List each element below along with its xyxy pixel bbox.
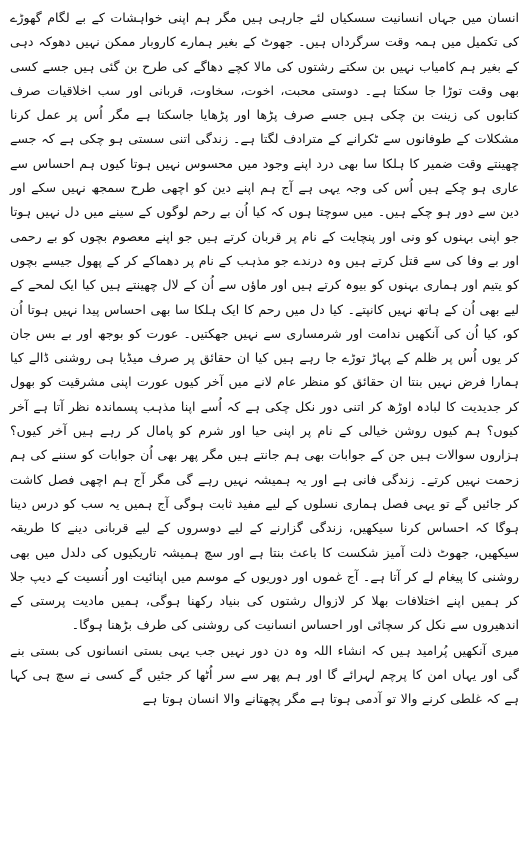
article-paragraph-2: میری آنکھیں پُرامید ہیں کہ انشاء اللہ وہ دن دور نہیں جب یہی بستی انسانوں کی بستی بنے گی اور یہاں امن کا پرچم لہرائے گا اور ہم پھر سے سر اُٹھا کر جئیں گے کسی نے سچ ہی کہا ہے کہ غلطی کرنے والا تو آدمی ہوتا ہے مگر پچھتانے والا انسان ہوتا ہے (10, 642, 519, 707)
article-paragraph-1: انسان میں جہاں انسانیت سسکیاں لئے جارہی ہیں مگر ہم اپنی خواہشات کے بے لگام گھوڑے کی تکمیل میں ہمہ وقت سرگرداں ہیں۔ جھوٹ کے بغیر ہمارے کاروبار ممکن نہیں دھوکہ دہی کے بغیر ہم کامیاب نہیں بن سکتے رشتوں کی مالا کچے دھاگے کی طرح بن گئی ہیں جسے کسی بھی وقت توڑا جا سکتا ہے۔ دوستی محبت، اخوت، سخاوت، قربانی اور سب اخلاقیات صرف کتابوں کی زینت بن چکی ہیں جسے صرف پڑھا اور پڑھایا جاسکتا ہے مگر اُس پر عمل کرنا مشکلات کے طوفانوں سے ٹکرانے کے مترادف لگتا ہے۔ زندگی اتنی سستی ہو چکی ہے کہ جسے چھینتے وقت ضمیر کا ہلکا سا بھی درد اپنے وجود میں محسوس نہیں ہوتا کیوں ہم احساس سے عاری ہو چکے ہیں اُس کی وجہ یہی ہے آج ہم اپنے دین کو اچھی طرح سمجھ نہیں سکے اور دین سے دور ہو چکے ہیں۔ میں سوچتا ہوں کہ کیا اُن بے رحم لوگوں کے سینے میں دل نہیں ہوتا جو اپنی بہنوں کو ونی اور پنچایت کے نام پر قربان کرتے ہیں جو اپنے معصوم بچوں کو بے رحمی اور بے وفا کی سے قتل کرتے ہیں وہ درندے جو مذہب کے نام پر دھماکے کر کے پھول جیسے بچوں کو یتیم اور ہماری بہنوں کو بیوہ کرتے ہیں اور ماؤں سے اُن کے لال چھینتے ہیں کیا ایک لمحے کے لیے بھی اُن کے ہاتھ نہیں کانپتے۔ کیا دل میں رحم کا ایک ہلکا سا بھی احساس پیدا نہیں ہوتا اُن کو، کیا اُن کی آنکھیں ندامت اور شرمساری سے نہیں جھکتیں۔ عورت کو بوجھ اور بے بس جان کر یوں اُس پر ظلم کے پہاڑ توڑے جا رہے ہیں کیا ان حقائق پر صرف میڈیا ہی روشنی ڈالے کیا ہمارا فرض نہیں بنتا ان حقائق کو منظر عام لانے میں آخر کیوں عورت اپنی مشرقیت کو بھول کر جدیدیت کا لبادہ اوڑھ کر اتنی دور نکل چکی ہے کہ اُسے اپنا مذہب پسماندہ نظر آتا ہے آخر کیوں؟ ہم کیوں روشن خیالی کے نام پر اپنی حیا اور شرم کو پامال کر رہے ہیں آخر کیوں؟ ہزاروں سوالات ہیں جن کے جوابات بھی ہم جانتے ہیں مگر پھر بھی اُن جوابات کو سننے کی ہم زحمت نہیں کرتے۔ زندگی فانی ہے اور یہ ہمیشہ نہیں رہے گی مگر آج ہم اچھی فصل کاشت کر جائیں گے تو یہی فصل ہماری نسلوں کے لیے مفید ثابت ہوگی آج ہمیں یہ سب کو درس دینا ہوگا کہ احساس کرنا سیکھیں، زندگی گزارنے کے لیے دوسروں کے لیے قربانی دینے کا طریقہ سیکھیں، جھوٹ ذلت آمیز شکست کا باعث بنتا ہے اور سچ ہمیشہ تاریکیوں کی دلدل میں بھی روشنی کا پیغام لے کر آتا ہے۔ آج غموں اور دوریوں کے موسم میں اپنائیت اور اُنسیت کے دیپ جلا کر ہمیں اپنے اختلافات بھلا کر لازوال رشتوں کی بنیاد رکھنا ہوگی، ہمیں مادیت پرستی کے اندھیروں سے نکل کر سچائی اور احساس انسانیت کی روشنی کی طرف بڑھنا ہوگا۔ (10, 10, 519, 633)
